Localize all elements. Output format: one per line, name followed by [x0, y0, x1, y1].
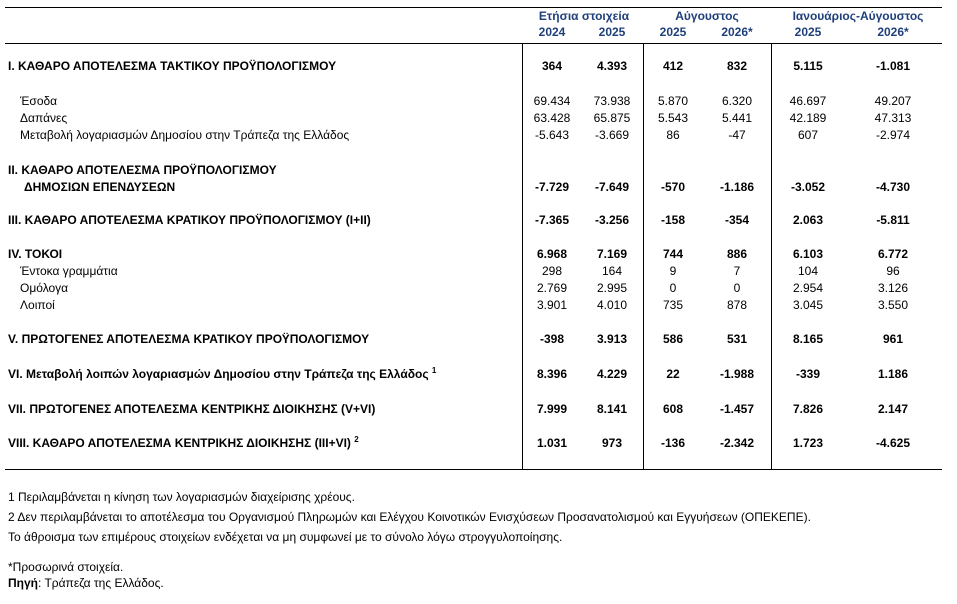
table-cell: 1.031	[536, 436, 568, 450]
table-cell: -5.811	[876, 213, 910, 227]
row-label-text: VIII. ΚΑΘΑΡΟ ΑΠΟΤΕΛΕΣΜΑ ΚΕΝΤΡΙΚΗΣ ΔΙΟΙΚΗΣΗΣ (III+VI)	[8, 436, 351, 450]
row-label-text: III. ΚΑΘΑΡΟ ΑΠΟΤΕΛΕΣΜΑ ΚΡΑΤΙΚΟΥ ΠΡΟΫΠΟΛΟΓΙΣΜΟΥ (I+II)	[8, 213, 371, 227]
row-label	[8, 59, 336, 73]
row-label	[8, 367, 436, 381]
table-cell: 22	[666, 367, 680, 381]
table-cell: -1.457	[719, 402, 755, 416]
table-cell: 9	[669, 264, 677, 278]
table-cell: 49.207	[874, 94, 912, 108]
header-group-jan-aug: Ιανουάριος-Αύγουστος	[792, 9, 924, 23]
row-label-text: Έσοδα	[20, 94, 58, 108]
table-cell: 2.147	[877, 402, 909, 416]
header-year: 2025	[598, 25, 626, 39]
row-label-text: VI. Μεταβολή λοιπών λογαριασμών Δημοσίου στην Τράπεζα της Ελλάδος	[8, 367, 429, 381]
table-cell: 531	[726, 332, 748, 346]
table-cell: -2.974	[875, 128, 911, 142]
rounding-note: Το άθροισμα των επιμέρους στοιχείων ενδέχεται να μη συμφωνεί με το σύνολο λόγω στρογγυλοποίησης.	[8, 530, 563, 544]
table-cell: 164	[601, 264, 623, 278]
row-label-text: Ομόλογα	[20, 281, 69, 295]
header-group-august: Αύγουστος	[675, 9, 739, 23]
table-cell: 46.697	[789, 94, 827, 108]
header-bottom-rule	[5, 43, 942, 44]
table-cell: 5.115	[793, 59, 823, 73]
table-cell: -7.365	[534, 213, 570, 227]
table-cell: 7.169	[596, 247, 628, 261]
source-note	[8, 576, 164, 590]
row-label	[8, 247, 62, 261]
row-label-text: Μεταβολή λογαριασμών Δημοσίου στην Τράπεζα της Ελλάδος	[20, 128, 350, 142]
table-cell: -7.649	[594, 180, 630, 194]
table-cell: -3.256	[594, 213, 630, 227]
table-cell: -339	[795, 367, 821, 381]
table-cell: -4.730	[875, 180, 911, 194]
table-top-rule	[5, 7, 942, 8]
table-cell: 0	[733, 281, 741, 295]
row-label	[8, 402, 375, 416]
table-cell: 7.826	[792, 402, 824, 416]
table-cell: 607	[797, 128, 819, 142]
row-label-text: Έντοκα γραμμάτια	[20, 264, 118, 278]
row-label	[20, 128, 349, 142]
table-cell: 2.995	[596, 281, 628, 295]
table-cell: 0	[669, 281, 677, 295]
table-cell: 7	[733, 264, 741, 278]
footnote-marker: 2	[354, 435, 359, 444]
table-cell: -5.643	[534, 128, 570, 142]
table-cell: -354	[724, 213, 750, 227]
table-cell: 47.313	[874, 111, 912, 125]
header-year: 2026*	[877, 25, 909, 39]
table-cell: 586	[662, 332, 684, 346]
table-cell: -1.186	[719, 180, 755, 194]
row-label-text: II. ΚΑΘΑΡΟ ΑΠΟΤΕΛΕΣΜΑ ΠΡΟΫΠΟΛΟΓΙΣΜΟΥ	[8, 163, 277, 177]
table-cell: 6.968	[536, 247, 568, 261]
row-label-text: Λοιποί	[20, 298, 55, 312]
table-cell: -7.729	[534, 180, 570, 194]
table-cell: 878	[726, 298, 748, 312]
table-cell: 104	[797, 264, 819, 278]
table-cell: 6.320	[721, 94, 753, 108]
table-cell: 961	[882, 332, 904, 346]
table-cell: 86	[666, 128, 680, 142]
table-cell: -1.988	[719, 367, 755, 381]
row-label	[20, 264, 118, 278]
table-cell: -2.342	[719, 436, 755, 450]
row-label	[8, 436, 359, 450]
table-cell: 8.165	[792, 332, 824, 346]
table-cell: 298	[541, 264, 563, 278]
table-cell: 6.103	[792, 247, 824, 261]
table-cell: 744	[662, 247, 684, 261]
header-year: 2026*	[721, 25, 753, 39]
table-cell: 1.723	[792, 436, 824, 450]
row-label-text: V. ΠΡΩΤΟΓΕΝΕΣ ΑΠΟΤΕΛΕΣΜΑ ΚΡΑΤΙΚΟΥ ΠΡΟΫΠΟΛΟΓΙΣΜΟΥ	[8, 332, 370, 346]
table-cell: 4.393	[596, 59, 628, 73]
table-cell: 63.428	[533, 111, 571, 125]
table-cell: 3.550	[877, 298, 909, 312]
table-cell: 6.772	[877, 247, 909, 261]
footnote-marker: 1	[431, 366, 437, 375]
table-cell: 412	[662, 59, 684, 73]
header-group-annual: Ετήσια στοιχεία	[538, 9, 630, 23]
source-text: : Τράπεζα της Ελλάδος.	[38, 576, 164, 590]
table-cell: -3.669	[594, 128, 630, 142]
table-cell: -570	[660, 180, 686, 194]
row-label	[20, 298, 55, 312]
table-cell: 2.063	[792, 213, 824, 227]
table-cell: 608	[662, 402, 684, 416]
table-cell: 2.954	[792, 281, 824, 295]
table-bottom-rule	[5, 469, 942, 470]
table-cell: 8.396	[536, 367, 568, 381]
table-cell: 5.543	[657, 111, 689, 125]
table-cell: -1.081	[875, 59, 911, 73]
row-label-text: Δαπάνες	[20, 111, 68, 125]
table-cell: 65.875	[593, 111, 631, 125]
table-cell: 4.229	[596, 367, 628, 381]
table-cell: 3.045	[792, 298, 824, 312]
table-cell: -3.052	[790, 180, 826, 194]
footnote-2: 2 Δεν περιλαμβάνεται το αποτέλεσμα του Οργανισμού Πληρωμών και Ελέγχου Κοινοτικών Ενισχύσεων Προσανατολισμού και Εγγυήσεων (ΟΠΕΚΕΠΕ).	[8, 510, 811, 524]
table-cell: 5.870	[657, 94, 689, 108]
table-cell: 3.913	[596, 332, 628, 346]
table-cell: 69.434	[533, 94, 571, 108]
row-label	[20, 111, 67, 125]
table-cell: 364	[541, 59, 563, 73]
header-year: 2024	[538, 25, 566, 39]
table-cell: 96	[886, 264, 900, 278]
row-label-line2: ΔΗΜΟΣΙΩΝ ΕΠΕΝΔΥΣΕΩΝ	[24, 180, 176, 194]
row-label	[8, 163, 277, 177]
table-cell: 886	[726, 247, 748, 261]
column-divider-3	[771, 43, 772, 469]
table-cell: 7.999	[536, 402, 568, 416]
row-label	[20, 94, 57, 108]
table-cell: 3.126	[877, 281, 909, 295]
row-label	[8, 332, 369, 346]
table-cell: 1.186	[877, 367, 909, 381]
table-cell: 2.769	[536, 281, 568, 295]
table-cell: 735	[662, 298, 684, 312]
table-cell: -136	[660, 436, 686, 450]
table-cell: 42.189	[789, 111, 827, 125]
row-label-text: I. ΚΑΘΑΡΟ ΑΠΟΤΕΛΕΣΜΑ ΤΑΚΤΙΚΟΥ ΠΡΟΫΠΟΛΟΓΙΣΜΟΥ	[8, 59, 337, 73]
row-label	[8, 213, 371, 227]
table-cell: 5.441	[721, 111, 753, 125]
table-cell: -4.625	[875, 436, 911, 450]
table-cell: 973	[601, 436, 623, 450]
table-cell: 73.938	[593, 94, 631, 108]
footnote-1: 1 Περιλαμβάνεται η κίνηση των λογαριασμών διαχείρισης χρέους.	[8, 490, 355, 504]
table-cell: -398	[539, 332, 565, 346]
row-label-text: IV. ΤΟΚΟΙ	[8, 247, 63, 261]
provisional-note: *Προσωρινά στοιχεία.	[8, 560, 124, 574]
row-label	[20, 281, 68, 295]
table-cell: -47	[728, 128, 746, 142]
header-year: 2025	[794, 25, 822, 39]
source-label: Πηγή	[8, 576, 38, 590]
table-cell: 832	[726, 59, 748, 73]
table-cell: -158	[660, 213, 686, 227]
table-cell: 8.141	[596, 402, 628, 416]
row-label-text: VII. ΠΡΩΤΟΓΕΝΕΣ ΑΠΟΤΕΛΕΣΜΑ ΚΕΝΤΡΙΚΗΣ ΔΙΟΙΚΗΣΗΣ (V+VI)	[8, 402, 376, 416]
table-cell: 3.901	[536, 298, 568, 312]
table-cell: 4.010	[596, 298, 628, 312]
header-year: 2025	[659, 25, 687, 39]
